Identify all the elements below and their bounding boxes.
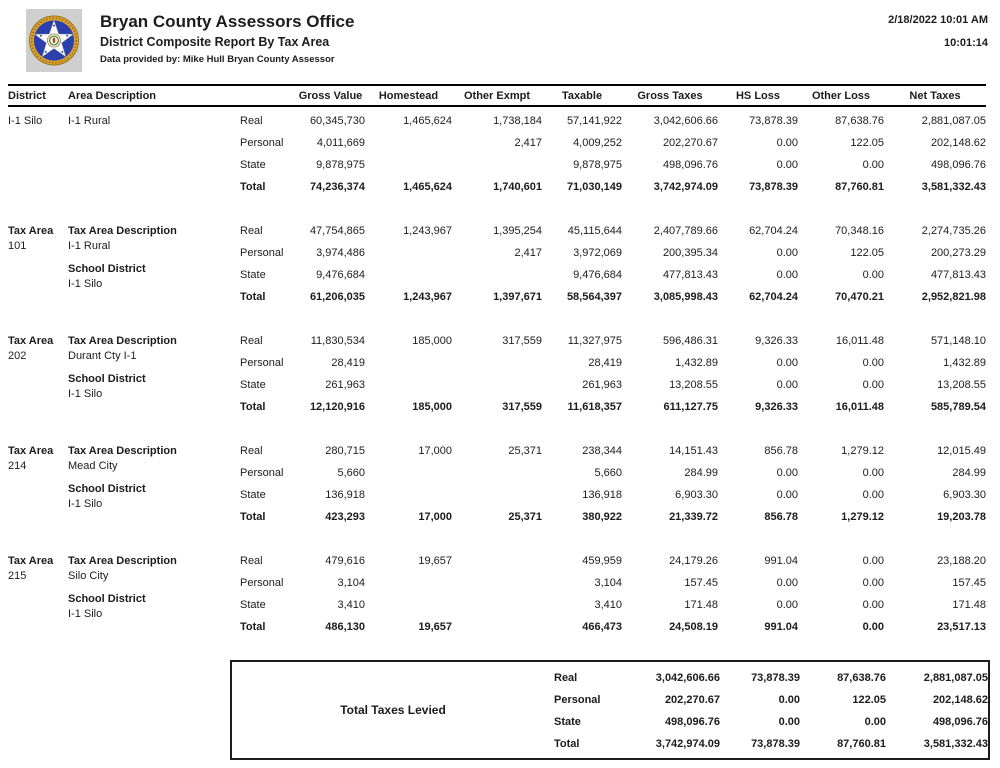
cell-value: 2,881,087.05: [921, 115, 986, 127]
table-row: [240, 110, 986, 132]
cell-value: 13,208.55: [937, 379, 986, 391]
print-time: 10:01:14: [943, 37, 988, 49]
col-header-gross-taxes: Gross Taxes: [637, 89, 703, 102]
cell-value: 1,738,184: [493, 115, 542, 127]
row-type-label: Personal: [240, 247, 284, 259]
cell-value: 466,473: [582, 621, 622, 633]
cell-value: 6,903.30: [943, 489, 986, 501]
totals-cell-value: 3,581,332.43: [923, 738, 988, 750]
tax-area-description-heading: Tax Area Description: [68, 225, 177, 237]
table-row: [240, 352, 986, 374]
total-taxes-levied-box: [230, 660, 990, 760]
cell-value: [365, 352, 452, 374]
title-block: [100, 11, 354, 67]
cell-value: 3,104: [594, 577, 622, 589]
totals-row-type-label: Real: [554, 672, 578, 684]
cell-value: [452, 264, 542, 286]
table-row: [240, 132, 986, 154]
cell-value: 3,410: [594, 599, 622, 611]
cell-value: 185,000: [412, 401, 452, 413]
cell-value: [365, 264, 452, 286]
cell-value: 9,476,684: [573, 269, 622, 281]
cell-value: 3,974,486: [316, 247, 365, 259]
cell-value: 3,085,998.43: [653, 291, 718, 303]
cell-value: 24,179.26: [669, 555, 718, 567]
cell-value: 62,704.24: [749, 225, 798, 237]
cell-value: 87,638.76: [835, 115, 884, 127]
cell-value: 611,127.75: [663, 401, 718, 413]
tax-area-description-value: Silo City: [68, 570, 109, 582]
totals-cell-value: 87,760.81: [837, 738, 886, 750]
tax-area-description-value: Mead City: [68, 460, 118, 472]
cell-value: 12,015.49: [937, 445, 986, 457]
table-row: [240, 220, 986, 242]
table-row: [240, 506, 986, 528]
totals-row-type-label: Personal: [554, 694, 601, 706]
section-rows: [240, 440, 986, 528]
cell-value: 200,395.34: [662, 247, 718, 259]
school-district-value: I-1 Silo: [68, 278, 103, 290]
cell-value: 2,274,735.26: [921, 225, 986, 237]
row-type-label: Personal: [240, 577, 284, 589]
totals-cell-value: 0.00: [778, 694, 800, 706]
tax-area-number: 202: [8, 350, 27, 362]
totals-cell-value: 122.05: [852, 694, 886, 706]
table-section: [8, 550, 986, 638]
cell-value: 202,270.67: [662, 137, 718, 149]
school-district-heading: School District: [68, 593, 146, 605]
col-header-taxable: Taxable: [561, 89, 603, 102]
row-type-label: Personal: [240, 137, 284, 149]
cell-value: 2,417: [514, 247, 542, 259]
cell-value: 856.78: [764, 511, 798, 523]
cell-value: 0.00: [776, 357, 798, 369]
totals-box-row: [554, 733, 988, 755]
row-type-label: State: [240, 159, 266, 171]
cell-value: 171.48: [684, 599, 718, 611]
cell-value: 3,042,606.66: [653, 115, 718, 127]
cell-value: 991.04: [764, 555, 798, 567]
tax-area-label: Tax Area: [8, 335, 54, 347]
cell-value: 87,760.81: [835, 181, 884, 193]
tax-area-description-heading: Tax Area Description: [68, 335, 177, 347]
cell-value: 14,151.43: [669, 445, 718, 457]
cell-value: 0.00: [776, 159, 798, 171]
section-left-block: [8, 220, 240, 308]
cell-value: [365, 484, 452, 506]
cell-value: 9,476,684: [316, 269, 365, 281]
tax-area-label: Tax Area: [8, 445, 54, 457]
table-row: [240, 594, 986, 616]
cell-value: 62,704.24: [749, 291, 798, 303]
cell-value: [365, 242, 452, 264]
cell-value: 0.00: [862, 159, 884, 171]
col-header-other-exmpt: Other Exmpt: [463, 89, 530, 102]
table-row: [240, 264, 986, 286]
cell-value: 0.00: [862, 621, 884, 633]
tax-area-number: 214: [8, 460, 27, 472]
cell-value: 0.00: [862, 269, 884, 281]
school-district-heading: School District: [68, 483, 146, 495]
cell-value: [365, 374, 452, 396]
section-left-block: [8, 110, 240, 198]
cell-value: 1,243,967: [403, 225, 452, 237]
table-row: [240, 154, 986, 176]
section-rows: [240, 110, 986, 198]
cell-value: 380,922: [582, 511, 622, 523]
col-header-district: District: [8, 89, 46, 102]
col-header-net-taxes: Net Taxes: [909, 89, 961, 102]
cell-value: 0.00: [862, 599, 884, 611]
cell-value: [452, 484, 542, 506]
row-type-label: State: [240, 379, 266, 391]
table-row: [240, 330, 986, 352]
cell-value: 1,432.89: [675, 357, 718, 369]
cell-value: 185,000: [412, 335, 452, 347]
row-type-label: Personal: [240, 467, 284, 479]
cell-value: 477,813.43: [662, 269, 718, 281]
totals-row-type-label: State: [554, 716, 581, 728]
cell-value: 47,754,865: [309, 225, 365, 237]
cell-value: 5,660: [594, 467, 622, 479]
row-type-label: Real: [240, 115, 263, 127]
cell-value: 19,657: [418, 555, 452, 567]
cell-value: 0.00: [862, 489, 884, 501]
cell-value: 261,963: [582, 379, 622, 391]
col-header-gross-value: Gross Value: [298, 89, 363, 102]
section-rows: [240, 220, 986, 308]
totals-cell-value: 0.00: [864, 716, 886, 728]
cell-value: 74,236,374: [309, 181, 365, 193]
cell-value: 11,618,357: [567, 401, 622, 413]
cell-value: [365, 572, 452, 594]
cell-value: 1,465,624: [403, 115, 452, 127]
oklahoma-state-seal-icon: [26, 9, 82, 72]
cell-value: 3,410: [337, 599, 365, 611]
totals-cell-value: 73,878.39: [751, 672, 800, 684]
cell-value: 61,206,035: [309, 291, 365, 303]
cell-value: 261,963: [325, 379, 365, 391]
cell-value: 0.00: [862, 577, 884, 589]
table-section: [8, 110, 986, 198]
cell-value: [365, 132, 452, 154]
table-row: [240, 484, 986, 506]
cell-value: 477,813.43: [930, 269, 986, 281]
totals-cell-value: 202,148.62: [932, 694, 988, 706]
row-type-label: State: [240, 599, 266, 611]
area-description-value: I-1 Rural: [68, 115, 111, 127]
tax-area-description-heading: Tax Area Description: [68, 555, 177, 567]
cell-value: 0.00: [862, 379, 884, 391]
col-header-homestead: Homestead: [378, 89, 439, 102]
cell-value: 11,830,534: [310, 335, 365, 347]
totals-cell-value: 202,270.67: [664, 694, 720, 706]
cell-value: [452, 550, 542, 572]
cell-value: 596,486.31: [662, 335, 718, 347]
row-type-label: Real: [240, 335, 263, 347]
tax-area-number: 101: [8, 240, 27, 252]
cell-value: 479,616: [325, 555, 365, 567]
table-section: [8, 220, 986, 308]
cell-value: 73,878.39: [749, 181, 798, 193]
table-row: [240, 462, 986, 484]
cell-value: 16,011.48: [835, 335, 884, 347]
cell-value: 0.00: [862, 357, 884, 369]
cell-value: 71,030,149: [566, 181, 622, 193]
cell-value: [452, 154, 542, 176]
district-cell: [8, 444, 68, 528]
cell-value: 0.00: [776, 489, 798, 501]
cell-value: [452, 352, 542, 374]
cell-value: 73,878.39: [749, 115, 798, 127]
school-district-heading: School District: [68, 263, 146, 275]
cell-value: 136,918: [582, 489, 622, 501]
cell-value: 2,952,821.98: [921, 291, 986, 303]
cell-value: 202,148.62: [930, 137, 986, 149]
row-type-label: Total: [240, 181, 266, 193]
cell-value: 45,115,644: [567, 225, 622, 237]
totals-box-row: [554, 689, 988, 711]
section-left-block: [8, 550, 240, 638]
cell-value: 0.00: [776, 137, 798, 149]
cell-value: 4,011,669: [316, 137, 365, 149]
cell-value: 585,789.54: [930, 401, 986, 413]
row-type-label: State: [240, 489, 266, 501]
cell-value: 122.05: [850, 247, 884, 259]
cell-value: 0.00: [776, 577, 798, 589]
cell-value: 6,903.30: [675, 489, 718, 501]
tax-area-description-heading: Tax Area Description: [68, 445, 177, 457]
district-cell: [8, 334, 68, 418]
cell-value: 1,395,254: [493, 225, 542, 237]
cell-value: 498,096.76: [930, 159, 986, 171]
area-description-cell: [68, 444, 240, 528]
tax-area-label: Tax Area: [8, 555, 54, 567]
cell-value: 4,009,252: [573, 137, 622, 149]
page-title: Bryan County Assessors Office: [100, 12, 355, 31]
table-row: [240, 242, 986, 264]
table-row: [240, 374, 986, 396]
row-type-label: Real: [240, 445, 263, 457]
table-sections: [8, 107, 986, 638]
district-value: I-1 Silo: [8, 115, 43, 127]
area-description-cell: [68, 224, 240, 308]
school-district-value: I-1 Silo: [68, 608, 103, 620]
section-left-block: [8, 330, 240, 418]
cell-value: 2,407,789.66: [653, 225, 718, 237]
tax-area-description-value: Durant Cty I-1: [68, 350, 137, 362]
section-rows: [240, 330, 986, 418]
totals-box-label: Total Taxes Levied: [340, 703, 446, 717]
cell-value: 23,517.13: [937, 621, 986, 633]
cell-value: 19,657: [418, 621, 452, 633]
row-type-label: Total: [240, 511, 266, 523]
totals-box-row: [554, 667, 988, 689]
table-section: [8, 440, 986, 528]
cell-value: 200,273.29: [930, 247, 986, 259]
cell-value: 11,327,975: [567, 335, 622, 347]
school-district-value: I-1 Silo: [68, 388, 103, 400]
totals-cell-value: 0.00: [778, 716, 800, 728]
column-header-row: [8, 86, 986, 105]
cell-value: [452, 462, 542, 484]
cell-value: [365, 154, 452, 176]
table-row: [240, 550, 986, 572]
cell-value: 856.78: [764, 445, 798, 457]
totals-row-type-label: Total: [554, 738, 580, 750]
cell-value: 0.00: [776, 599, 798, 611]
cell-value: 9,878,975: [316, 159, 365, 171]
tax-area-number: 215: [8, 570, 27, 582]
cell-value: 24,508.19: [669, 621, 718, 633]
cell-value: 16,011.48: [835, 401, 884, 413]
totals-cell-value: 87,638.76: [837, 672, 886, 684]
cell-value: 423,293: [325, 511, 365, 523]
cell-value: 25,371: [508, 445, 542, 457]
table-row: [240, 396, 986, 418]
cell-value: 3,581,332.43: [921, 181, 986, 193]
col-header-area: Area Description: [68, 89, 157, 102]
cell-value: 28,419: [588, 357, 622, 369]
table-row: [240, 572, 986, 594]
totals-cell-value: 498,096.76: [664, 716, 720, 728]
totals-cell-value: 3,742,974.09: [655, 738, 720, 750]
cell-value: 23,188.20: [937, 555, 986, 567]
print-date: 2/18/2022 10:01 AM: [888, 14, 988, 26]
cell-value: 171.48: [952, 599, 986, 611]
cell-value: 5,660: [337, 467, 365, 479]
cell-value: 70,470.21: [835, 291, 884, 303]
section-left-block: [8, 440, 240, 528]
school-district-value: I-1 Silo: [68, 498, 103, 510]
row-type-label: Total: [240, 291, 266, 303]
cell-value: 3,742,974.09: [653, 181, 718, 193]
cell-value: 317,559: [502, 335, 542, 347]
data-provided-by: Data provided by: Mike Hull Bryan County Assessor: [100, 54, 335, 65]
totals-cell-value: 2,881,087.05: [923, 672, 988, 684]
cell-value: 1,279.12: [841, 445, 884, 457]
cell-value: 1,279.12: [841, 511, 884, 523]
totals-box-row: [554, 711, 988, 733]
cell-value: 25,371: [508, 511, 542, 523]
cell-value: 1,243,967: [403, 291, 452, 303]
cell-value: 459,959: [582, 555, 622, 567]
cell-value: 238,344: [582, 445, 622, 457]
cell-value: 9,878,975: [573, 159, 622, 171]
cell-value: 280,715: [325, 445, 365, 457]
cell-value: 1,432.89: [943, 357, 986, 369]
row-type-label: Personal: [240, 357, 284, 369]
cell-value: 9,326.33: [755, 401, 798, 413]
table-row: [240, 176, 986, 198]
district-cell: [8, 114, 68, 198]
cell-value: 9,326.33: [755, 335, 798, 347]
totals-cell-value: 498,096.76: [932, 716, 988, 728]
cell-value: 1,397,671: [493, 291, 542, 303]
cell-value: 122.05: [850, 137, 884, 149]
cell-value: 157.45: [952, 577, 986, 589]
cell-value: 0.00: [776, 247, 798, 259]
cell-value: 284.99: [684, 467, 718, 479]
cell-value: 19,203.78: [937, 511, 986, 523]
cell-value: 70,348.16: [835, 225, 884, 237]
cell-value: 17,000: [418, 445, 452, 457]
cell-value: [452, 374, 542, 396]
row-type-label: Total: [240, 401, 266, 413]
cell-value: 0.00: [862, 467, 884, 479]
cell-value: 571,148.10: [930, 335, 986, 347]
cell-value: [452, 572, 542, 594]
area-description-cell: [68, 114, 240, 198]
tax-area-description-value: I-1 Rural: [68, 240, 111, 252]
cell-value: 57,141,922: [566, 115, 622, 127]
cell-value: 486,130: [325, 621, 365, 633]
cell-value: 1,740,601: [493, 181, 542, 193]
col-header-hs-loss: HS Loss: [735, 89, 780, 102]
cell-value: 28,419: [331, 357, 365, 369]
tax-area-label: Tax Area: [8, 225, 54, 237]
district-cell: [8, 554, 68, 638]
cell-value: 136,918: [325, 489, 365, 501]
table-row: [240, 286, 986, 308]
cell-value: 157.45: [684, 577, 718, 589]
row-type-label: Real: [240, 225, 263, 237]
totals-cell-value: 73,878.39: [751, 738, 800, 750]
cell-value: 17,000: [418, 511, 452, 523]
cell-value: 0.00: [776, 269, 798, 281]
cell-value: 3,972,069: [573, 247, 622, 259]
cell-value: 317,559: [502, 401, 542, 413]
totals-cell-value: 3,042,606.66: [655, 672, 720, 684]
cell-value: 21,339.72: [669, 511, 718, 523]
cell-value: 991.04: [764, 621, 798, 633]
cell-value: 2,417: [514, 137, 542, 149]
cell-value: [365, 462, 452, 484]
cell-value: 498,096.76: [662, 159, 718, 171]
area-description-cell: [68, 554, 240, 638]
row-type-label: State: [240, 269, 266, 281]
col-header-other-loss: Other Loss: [811, 89, 871, 102]
district-cell: [8, 224, 68, 308]
cell-value: 0.00: [776, 379, 798, 391]
cell-value: 12,120,916: [309, 401, 365, 413]
school-district-heading: School District: [68, 373, 146, 385]
area-description-cell: [68, 334, 240, 418]
report-table: [8, 84, 986, 760]
report-subtitle: District Composite Report By Tax Area: [100, 35, 330, 49]
row-type-label: Real: [240, 555, 263, 567]
cell-value: [452, 616, 542, 638]
cell-value: 13,208.55: [669, 379, 718, 391]
table-row: [240, 616, 986, 638]
cell-value: 60,345,730: [309, 115, 365, 127]
cell-value: 0.00: [776, 467, 798, 479]
cell-value: 3,104: [337, 577, 365, 589]
table-row: [240, 440, 986, 462]
cell-value: 0.00: [862, 555, 884, 567]
cell-value: 1,465,624: [403, 181, 452, 193]
row-type-label: Total: [240, 621, 266, 633]
cell-value: [365, 594, 452, 616]
cell-value: [452, 594, 542, 616]
table-section: [8, 330, 986, 418]
page-header: [0, 0, 1000, 84]
section-rows: [240, 550, 986, 638]
cell-value: 58,564,397: [566, 291, 622, 303]
cell-value: 284.99: [952, 467, 986, 479]
print-datetime-block: [888, 13, 988, 50]
